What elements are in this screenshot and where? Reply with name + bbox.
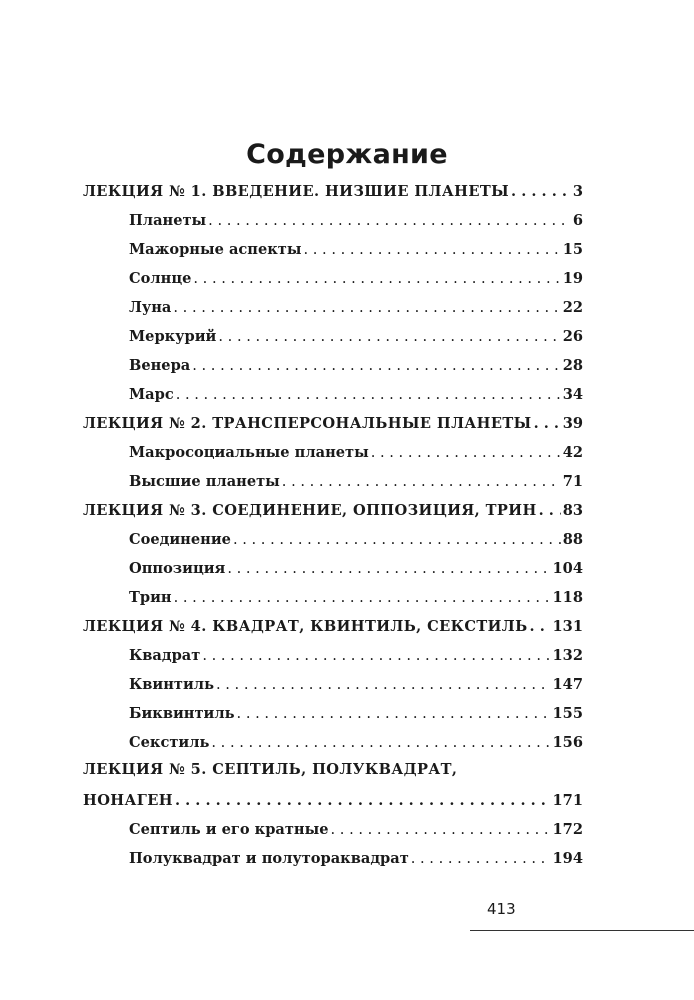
dot-leader bbox=[282, 473, 561, 490]
toc-subentry bbox=[83, 265, 583, 294]
toc-entry-title: Трин bbox=[129, 589, 172, 606]
dot-leader bbox=[211, 734, 550, 751]
toc-subentry bbox=[83, 323, 583, 352]
toc-page-number: 28 bbox=[562, 357, 583, 374]
footer-rule bbox=[470, 930, 694, 931]
dot-leader bbox=[193, 270, 560, 287]
toc-page-number: 42 bbox=[562, 444, 583, 461]
toc-page-number: 118 bbox=[552, 589, 583, 606]
toc-lecture-1 bbox=[83, 178, 583, 207]
toc-page-number: 19 bbox=[562, 270, 583, 287]
toc-subentry bbox=[83, 642, 583, 671]
toc-subentry bbox=[83, 294, 583, 323]
toc-lecture-5 bbox=[83, 758, 583, 816]
toc-entry-title: Секстиль bbox=[129, 734, 210, 751]
dot-leader bbox=[237, 705, 551, 722]
toc-subentry bbox=[83, 555, 583, 584]
toc-subentry bbox=[83, 526, 583, 555]
toc-page-number: 39 bbox=[562, 415, 583, 432]
toc-entry-title: Биквинтиль bbox=[129, 705, 235, 722]
dot-leader bbox=[218, 328, 560, 345]
toc-entry-title: Мажорные аспекты bbox=[129, 241, 302, 258]
toc-page-number: 83 bbox=[562, 502, 583, 519]
toc-entry-title: ЛЕКЦИЯ № 3. СОЕДИНЕНИЕ, ОППОЗИЦИЯ, ТРИН bbox=[83, 502, 537, 519]
dot-leader bbox=[233, 531, 561, 548]
toc-entry-title: Планеты bbox=[129, 212, 207, 229]
toc-entry-title: ЛЕКЦИЯ № 1. ВВЕДЕНИЕ. НИЗШИЕ ПЛАНЕТЫ bbox=[83, 183, 510, 200]
dot-leader bbox=[173, 299, 560, 316]
toc-page-number: 147 bbox=[552, 676, 583, 693]
dot-leader bbox=[227, 560, 550, 577]
toc-page-number: 22 bbox=[562, 299, 583, 316]
toc-subentry bbox=[83, 700, 583, 729]
toc-entry-title: Соединение bbox=[129, 531, 231, 548]
toc-page-number: 71 bbox=[562, 473, 583, 490]
toc-entry-title: Марс bbox=[129, 386, 174, 403]
dot-leader bbox=[534, 415, 561, 432]
dot-leader bbox=[216, 676, 551, 693]
toc-entry-title: Макросоциальные планеты bbox=[129, 444, 369, 461]
dot-leader bbox=[175, 792, 551, 809]
toc-page-number: 34 bbox=[562, 386, 583, 403]
toc-subentry bbox=[83, 816, 583, 845]
toc-page-number: 172 bbox=[552, 821, 583, 838]
toc-page-number: 132 bbox=[552, 647, 583, 664]
page-number: 413 bbox=[487, 900, 516, 918]
toc-entry-title: Оппозиция bbox=[129, 560, 226, 577]
toc-subentry bbox=[83, 439, 583, 468]
toc-entry-title: Квинтиль bbox=[129, 676, 214, 693]
toc-entry-title: ЛЕКЦИЯ № 2. ТРАНСПЕРСОНАЛЬНЫЕ ПЛАНЕТЫ bbox=[83, 415, 532, 432]
toc-subentry bbox=[83, 468, 583, 497]
dot-leader bbox=[176, 386, 561, 403]
toc-entry-title: Меркурий bbox=[129, 328, 217, 345]
toc-page-number: 194 bbox=[552, 850, 583, 867]
toc-subentry bbox=[83, 584, 583, 613]
dot-leader bbox=[371, 444, 561, 461]
toc-entry-title-line1: ЛЕКЦИЯ № 5. СЕПТИЛЬ, ПОЛУКВАДРАТ, bbox=[83, 761, 458, 778]
toc-page-number: 156 bbox=[552, 734, 583, 751]
dot-leader bbox=[202, 647, 550, 664]
toc-entry-title: Септиль и его кратные bbox=[129, 821, 329, 838]
toc-page-number: 155 bbox=[552, 705, 583, 722]
toc-subentry bbox=[83, 352, 583, 381]
toc-subentry bbox=[83, 207, 583, 236]
toc-entry-title: Высшие планеты bbox=[129, 473, 280, 490]
dot-leader bbox=[174, 589, 551, 606]
toc-page-number: 6 bbox=[572, 212, 583, 229]
toc-page-number: 3 bbox=[572, 183, 583, 200]
dot-leader bbox=[331, 821, 551, 838]
table-of-contents bbox=[83, 178, 583, 874]
dot-leader bbox=[303, 241, 560, 258]
toc-subentry bbox=[83, 236, 583, 265]
toc-page-number: 131 bbox=[552, 618, 583, 635]
toc-entry-title: Полуквадрат и полутораквадрат bbox=[129, 850, 409, 867]
toc-entry-title-line2: НОНАГЕН bbox=[83, 792, 173, 809]
dot-leader bbox=[530, 618, 551, 635]
toc-lecture-4 bbox=[83, 613, 583, 642]
toc-subentry bbox=[83, 729, 583, 758]
toc-subentry bbox=[83, 671, 583, 700]
toc-subentry bbox=[83, 381, 583, 410]
toc-page-number: 171 bbox=[552, 792, 583, 809]
toc-entry-title: Квадрат bbox=[129, 647, 201, 664]
toc-page-number: 26 bbox=[562, 328, 583, 345]
toc-lecture-3 bbox=[83, 497, 583, 526]
toc-entry-title: ЛЕКЦИЯ № 4. КВАДРАТ, КВИНТИЛЬ, СЕКСТИЛЬ bbox=[83, 618, 528, 635]
dot-leader bbox=[411, 850, 551, 867]
toc-entry-title: Луна bbox=[129, 299, 172, 316]
toc-entry-title: Венера bbox=[129, 357, 191, 374]
page-title: Содержание bbox=[246, 139, 448, 170]
toc-page-number: 88 bbox=[562, 531, 583, 548]
toc-lecture-2 bbox=[83, 410, 583, 439]
dot-leader bbox=[192, 357, 560, 374]
dot-leader bbox=[539, 502, 561, 519]
toc-subentry bbox=[83, 845, 583, 874]
toc-page-number: 104 bbox=[552, 560, 583, 577]
toc-entry-title: Солнце bbox=[129, 270, 192, 287]
dot-leader bbox=[208, 212, 571, 229]
dot-leader bbox=[511, 183, 571, 200]
toc-page-number: 15 bbox=[562, 241, 583, 258]
